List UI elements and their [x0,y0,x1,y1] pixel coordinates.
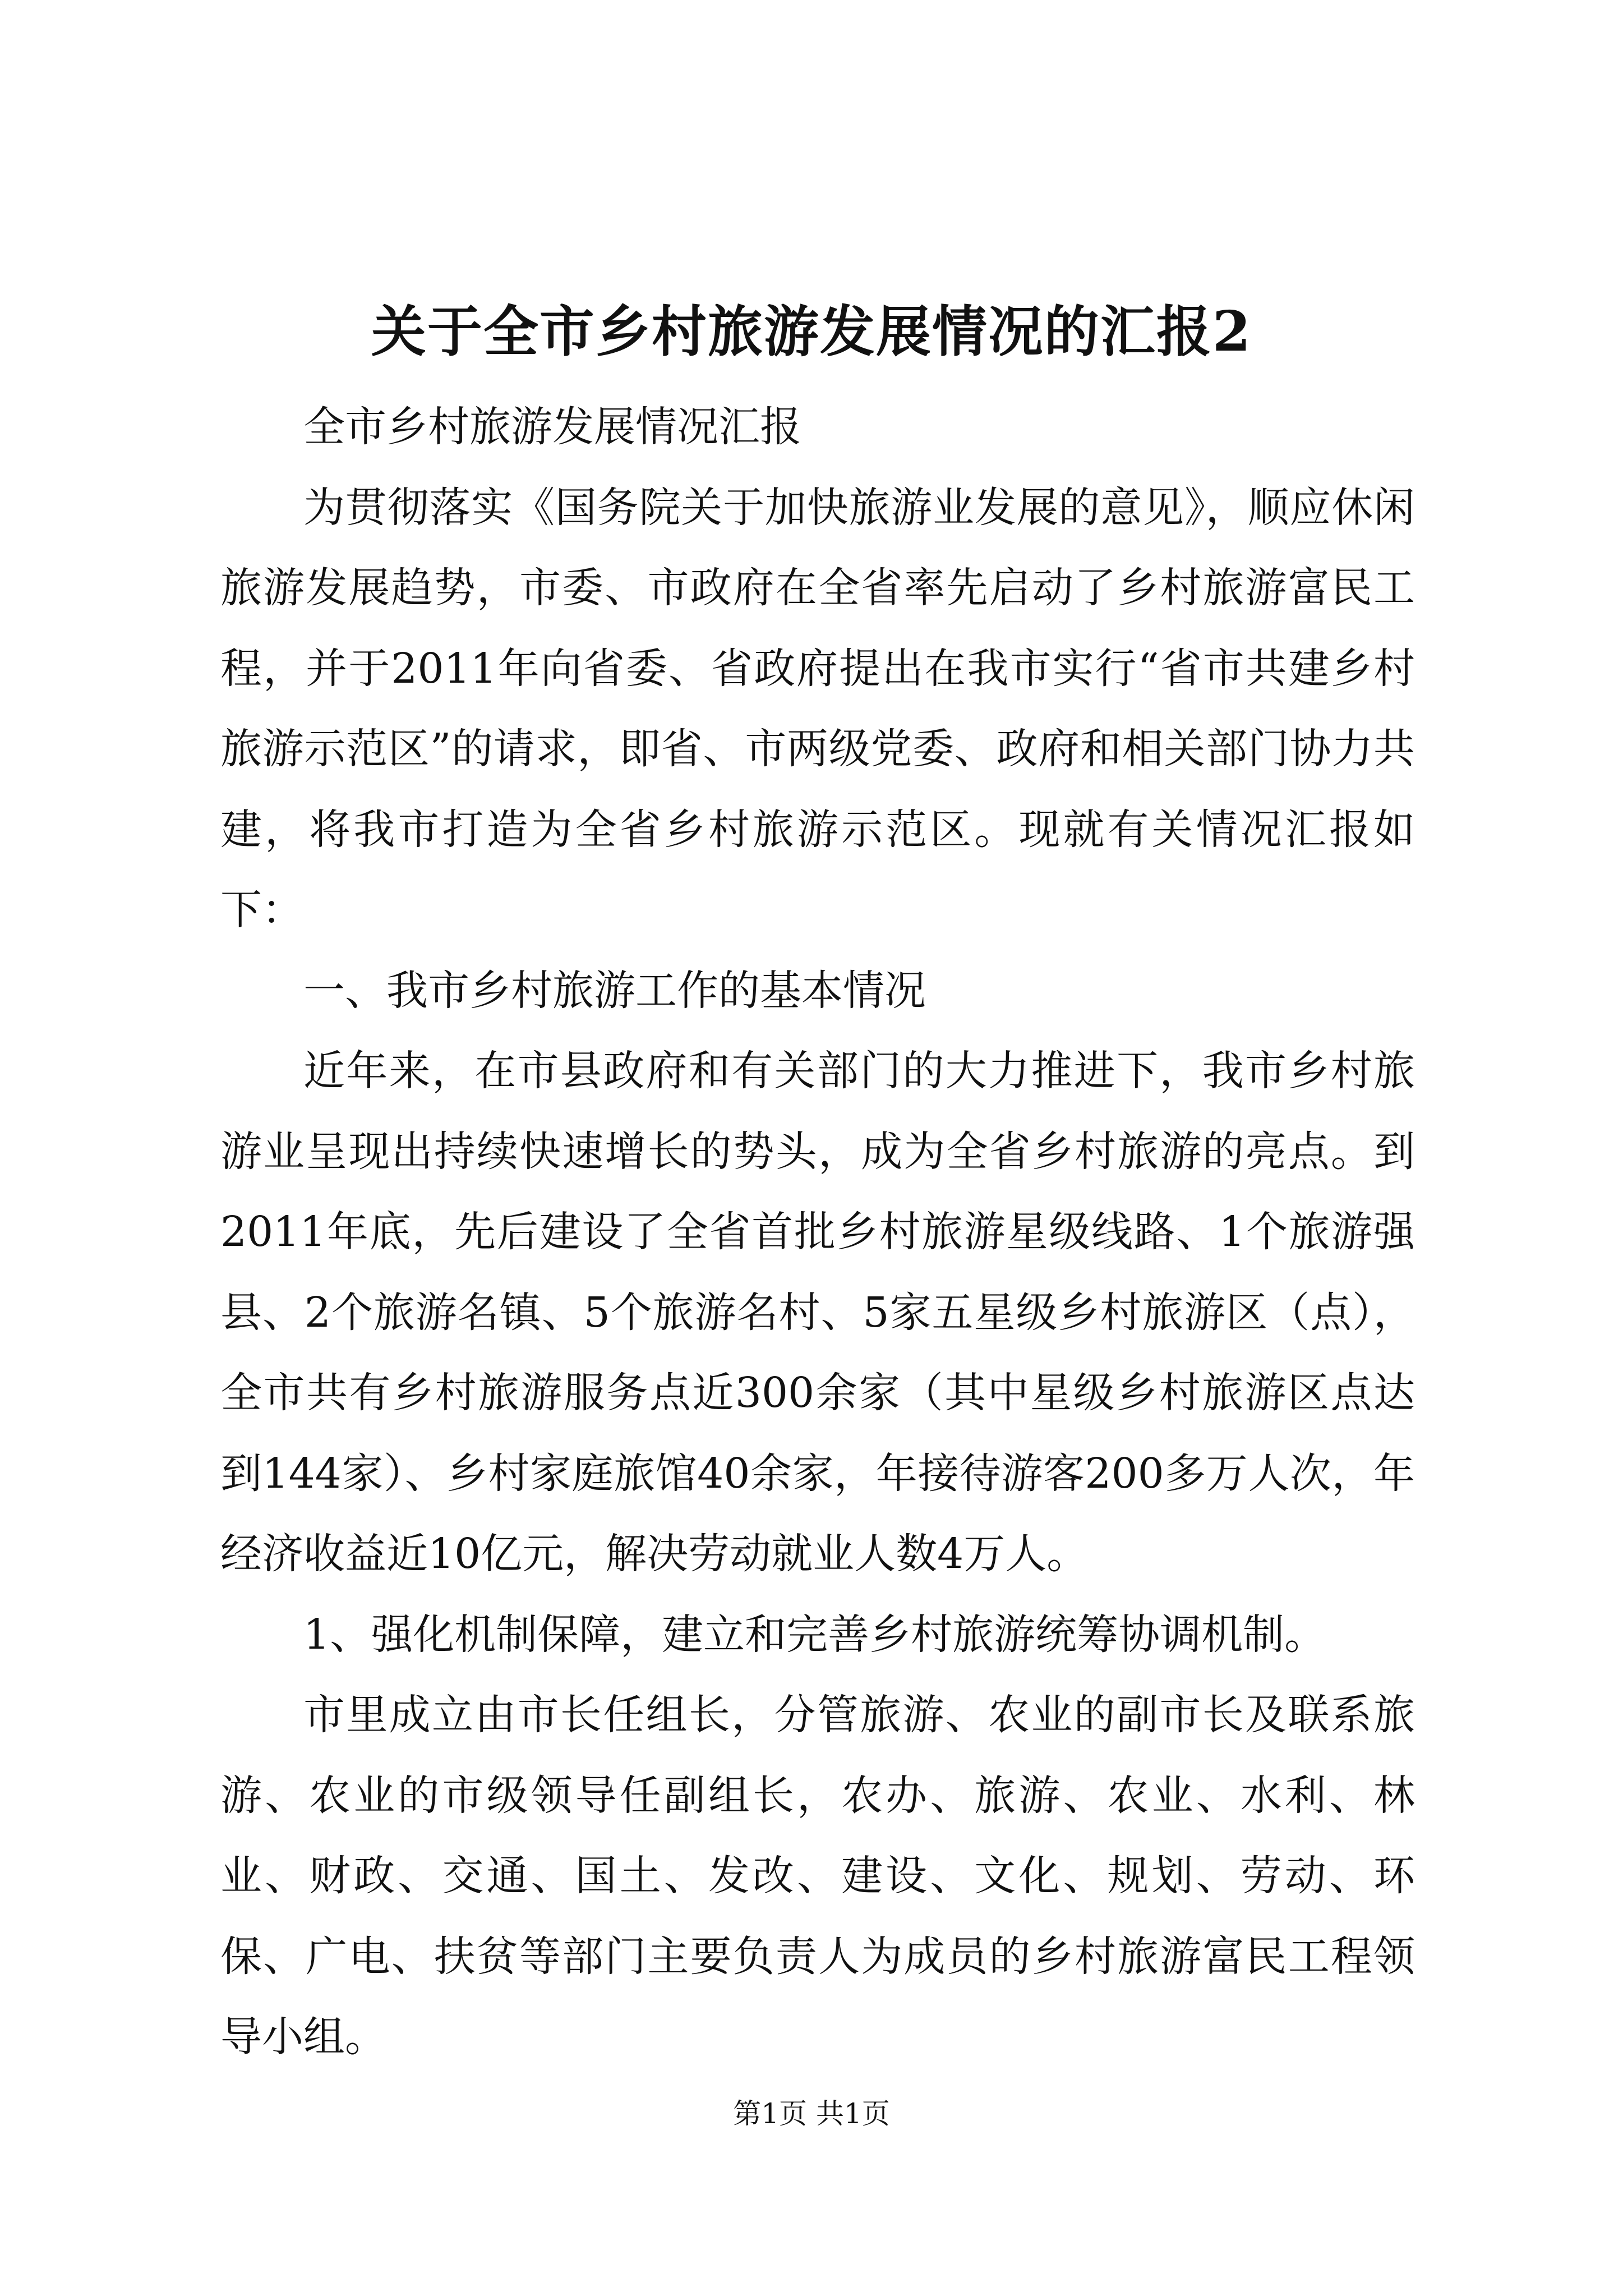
leadership-paragraph: 市里成立由市长任组长，分管旅游、农业的副市长及联系旅游、农业的市级领导任副组长，农办、旅游、农业、水利、林业、财政、交通、国土、发改、建设、文化、规划、劳动、环保、广电、扶贫等部门主要负责人为成员的乡村旅游富民工程领导小组。 [220,1691,1415,2061]
overview-paragraph: 近年来，在市县政府和有关部门的大力推进下，我市乡村旅游业呈现出持续快速增长的势头，成为全省乡村旅游的亮点。到2011年底，先后建设了全省首批乡村旅游星级线路、1个旅游强县、2个旅游名镇、5个旅游名村、5家五星级乡村旅游区（点），全市共有乡村旅游服务点近300余家（其中星级乡村旅游区点达到144家）、乡村家庭旅馆40余家，年接待游客200多万人次，年经济收益近10亿元，解决劳动就业人数4万人。 [220,1047,1415,1578]
document-title: 关于全市乡村旅游发展情况的汇报2 [371,300,1252,364]
section-heading-1: 一、我市乡村旅游工作的基本情况 [303,966,926,1015]
document-body [220,387,1415,2078]
intro-paragraph: 为贯彻落实《国务院关于加快旅游业发展的意见》，顺应休闲旅游发展趋势，市委、市政府在全省率先启动了乡村旅游富民工程，并于2011年向省委、省政府提出在我市实行“省市共建乡村旅游示范区”的请求，即省、市两级党委、政府和相关部门协力共建，将我市打造为全省乡村旅游示范区。现就有关情况汇报如下： [220,483,1415,934]
subsection-heading-1: 1、强化机制保障，建立和完善乡村旅游统筹协调机制。 [303,1610,1326,1659]
subtitle-paragraph: 全市乡村旅游发展情况汇报 [303,403,801,451]
page-footer: 第1页 共1页 [733,2097,890,2130]
